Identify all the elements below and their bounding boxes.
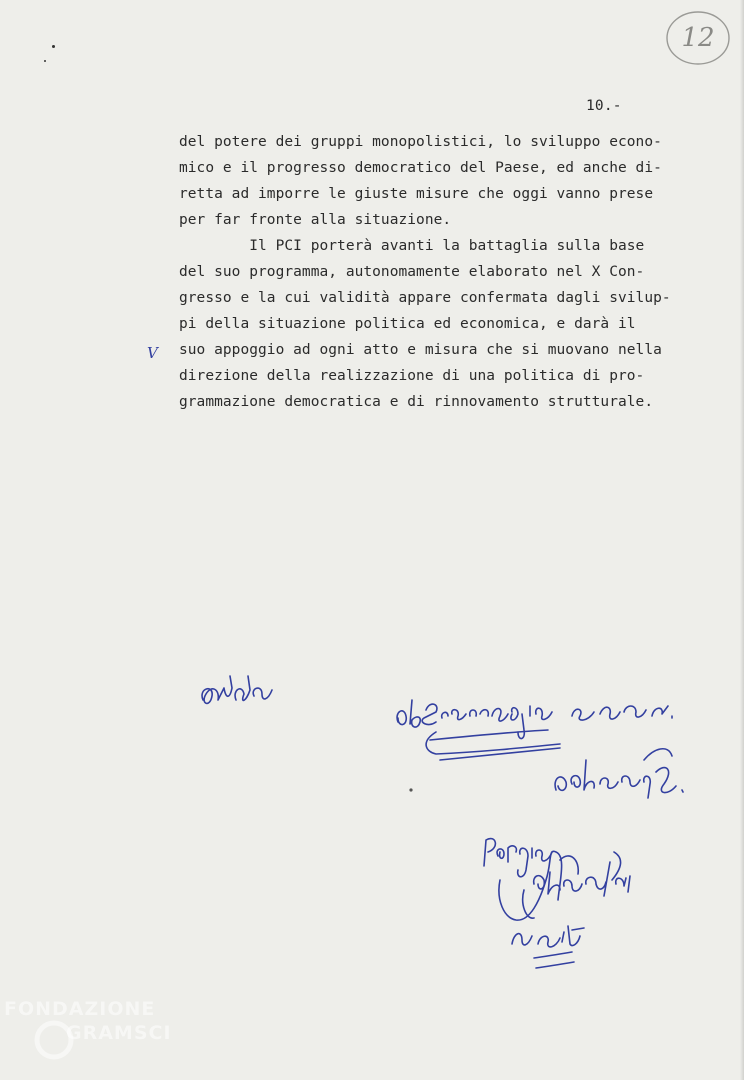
typed-page-number: 10.-: [586, 98, 622, 114]
text-line: retta ad imporre le giuste misure che oggi vanno prese: [179, 186, 654, 202]
handwriting-right-line1: [397, 700, 672, 739]
handwriting-bottom-line1: [484, 839, 552, 877]
text-line: direzione della realizzazione di una politica di pro-: [179, 368, 645, 384]
watermark-line1: FONDAZIONE: [4, 998, 156, 1020]
text-line: mico e il progresso democratico del Paese, ed anche di-: [179, 160, 662, 176]
text-line: per far fronte alla situazione.: [179, 212, 452, 228]
text-line: suo appoggio ad ogni atto e misura che si muovano nella: [179, 342, 662, 358]
margin-checkmark: V: [147, 344, 158, 362]
stamp-number: 12: [681, 23, 715, 53]
text-line: gresso e la cui validità appare confermata dagli svilup-: [179, 290, 671, 306]
handwriting-left-note: [202, 676, 272, 703]
text-line: pi della situazione politica ed economica, e darà il: [179, 316, 636, 332]
text-line: grammazione democratica e di rinnovamento strutturale.: [179, 394, 654, 410]
handwriting-underline: [426, 730, 560, 760]
handwriting-right-line2: [555, 749, 683, 798]
text-line: del suo programma, autonomamente elaborato nel X Con-: [179, 264, 645, 280]
archive-watermark: [4, 996, 204, 1076]
watermark-line2: GRAMSCI: [66, 1022, 172, 1044]
ink-dot: [409, 788, 412, 791]
text-line: Il PCI porterà avanti la battaglia sulla base: [179, 238, 645, 254]
handwriting-bottom-underline: [534, 952, 574, 968]
handwriting-bottom-line3: [512, 926, 584, 947]
text-line: del potere dei gruppi monopolistici, lo sviluppo econo-: [179, 134, 662, 150]
